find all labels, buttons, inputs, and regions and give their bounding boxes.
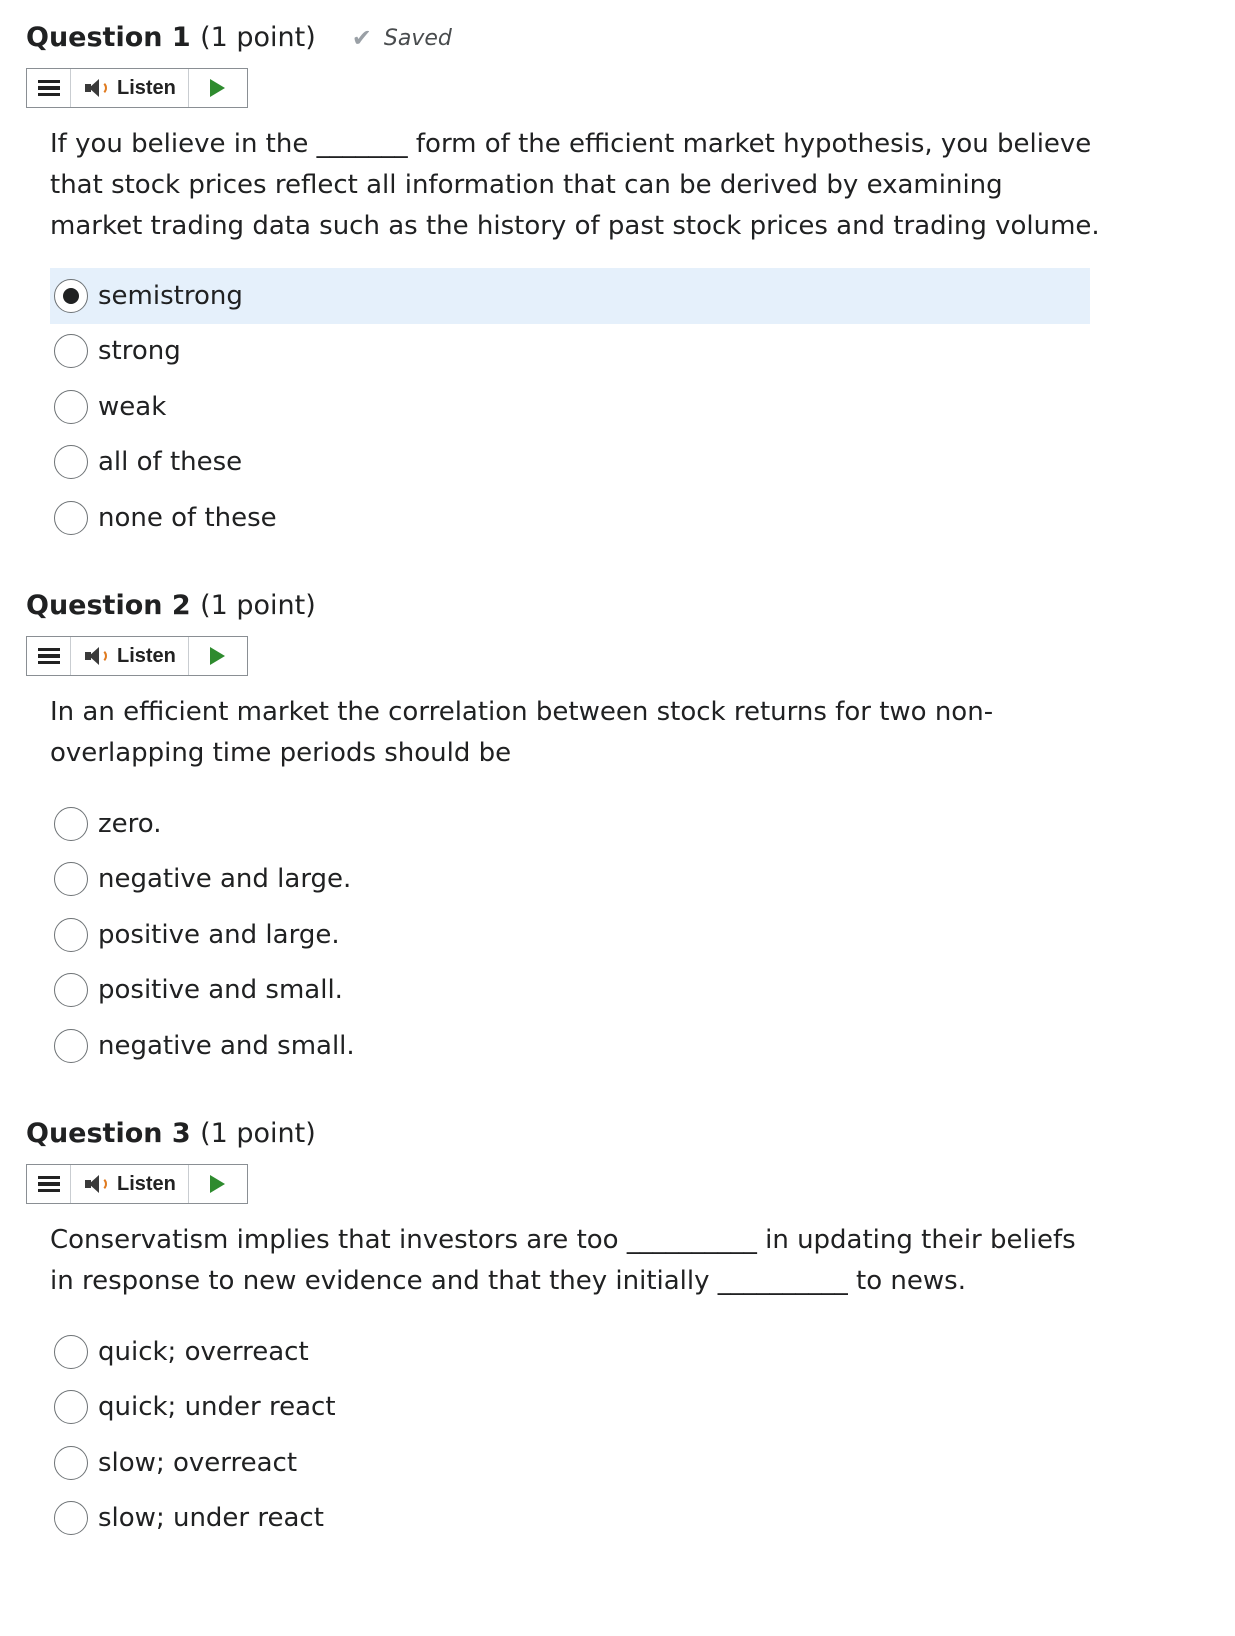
option-all-of-these[interactable] [50, 435, 1090, 491]
question-text: In an efficient market the correlation between stock returns for two non-overlapping time periods should be [50, 697, 994, 768]
saved-status [352, 24, 452, 52]
radio-button[interactable] [54, 279, 88, 313]
option-label: weak [98, 391, 167, 422]
question-header [26, 1118, 1126, 1152]
option-slow-under-react[interactable] [50, 1491, 1090, 1547]
menu-icon[interactable] [27, 1165, 71, 1203]
menu-icon[interactable] [27, 69, 71, 107]
radio-button[interactable] [54, 390, 88, 424]
radio-button[interactable] [54, 1335, 88, 1369]
question-text: If you believe in the _______ form of the efficient market hypothesis, you believe that stock prices reflect all information that can be derived by examining market trading data such as the history of past stock prices and trading volume. [50, 129, 1100, 241]
listen-button[interactable] [71, 637, 189, 675]
radio-button[interactable] [54, 918, 88, 952]
option-label: slow; overreact [98, 1447, 298, 1478]
option-semistrong[interactable] [50, 268, 1090, 324]
answer-options [50, 1324, 1090, 1546]
option-label: positive and small. [98, 975, 343, 1006]
listen-toolbar [26, 1164, 248, 1204]
question-points: (1 point) [200, 590, 316, 621]
play-icon [210, 79, 225, 97]
option-negative-and-large[interactable] [50, 852, 1090, 908]
question-text: Conservatism implies that investors are too __________ in updating their beliefs in response to new evidence and that they initially __________ to news. [50, 1225, 1076, 1296]
play-button[interactable] [189, 69, 247, 107]
radio-selected-dot [63, 288, 79, 304]
option-none-of-these[interactable] [50, 490, 1090, 546]
option-label: all of these [98, 447, 243, 478]
listen-label: Listen [117, 1172, 176, 1195]
speaker-icon [83, 77, 111, 99]
play-icon [210, 647, 225, 665]
option-label: quick; under react [98, 1392, 336, 1423]
radio-button[interactable] [54, 1501, 88, 1535]
question-label: Question 2 [26, 590, 191, 621]
option-label: semistrong [98, 280, 243, 311]
radio-button[interactable] [54, 973, 88, 1007]
option-label: strong [98, 336, 181, 367]
menu-icon[interactable] [27, 637, 71, 675]
play-button[interactable] [189, 637, 247, 675]
option-negative-and-small[interactable] [50, 1018, 1090, 1074]
option-slow-overreact[interactable] [50, 1435, 1090, 1491]
listen-button[interactable] [71, 69, 189, 107]
option-label: slow; under react [98, 1503, 324, 1534]
radio-button[interactable] [54, 501, 88, 535]
play-icon [210, 1175, 225, 1193]
option-label: positive and large. [98, 919, 340, 950]
question-title [26, 590, 316, 621]
radio-button[interactable] [54, 334, 88, 368]
listen-toolbar [26, 636, 248, 676]
radio-button[interactable] [54, 445, 88, 479]
radio-button[interactable] [54, 862, 88, 896]
question-points: (1 point) [200, 1118, 316, 1149]
option-positive-and-large[interactable] [50, 907, 1090, 963]
question-label: Question 3 [26, 1118, 191, 1149]
listen-label: Listen [117, 644, 176, 667]
saved-label: Saved [383, 25, 452, 51]
question-title [26, 1118, 316, 1149]
radio-button[interactable] [54, 1446, 88, 1480]
answer-options [50, 796, 1090, 1074]
radio-button[interactable] [54, 1029, 88, 1063]
option-label: none of these [98, 502, 277, 533]
play-button[interactable] [189, 1165, 247, 1203]
option-label: negative and small. [98, 1030, 355, 1061]
radio-button[interactable] [54, 1390, 88, 1424]
question-3 [26, 1118, 1126, 1534]
question-1 [26, 22, 1126, 533]
speaker-icon [83, 645, 111, 667]
answer-options [50, 268, 1090, 546]
question-title [26, 22, 316, 53]
listen-button[interactable] [71, 1165, 189, 1203]
option-positive-and-small[interactable] [50, 963, 1090, 1019]
radio-button[interactable] [54, 807, 88, 841]
option-label: zero. [98, 808, 162, 839]
question-header [26, 22, 1126, 56]
option-zero[interactable] [50, 796, 1090, 852]
option-label: quick; overreact [98, 1336, 309, 1367]
listen-toolbar [26, 68, 248, 108]
option-quick-under-react[interactable] [50, 1380, 1090, 1436]
question-label: Question 1 [26, 22, 191, 53]
option-label: negative and large. [98, 864, 352, 895]
question-header [26, 590, 1126, 624]
option-strong[interactable] [50, 324, 1090, 380]
check-icon: ✔ [351, 24, 372, 52]
option-weak[interactable] [50, 379, 1090, 435]
speaker-icon [83, 1173, 111, 1195]
question-2 [26, 590, 1126, 1061]
question-points: (1 point) [200, 22, 316, 53]
listen-label: Listen [117, 76, 176, 99]
option-quick-overreact[interactable] [50, 1324, 1090, 1380]
